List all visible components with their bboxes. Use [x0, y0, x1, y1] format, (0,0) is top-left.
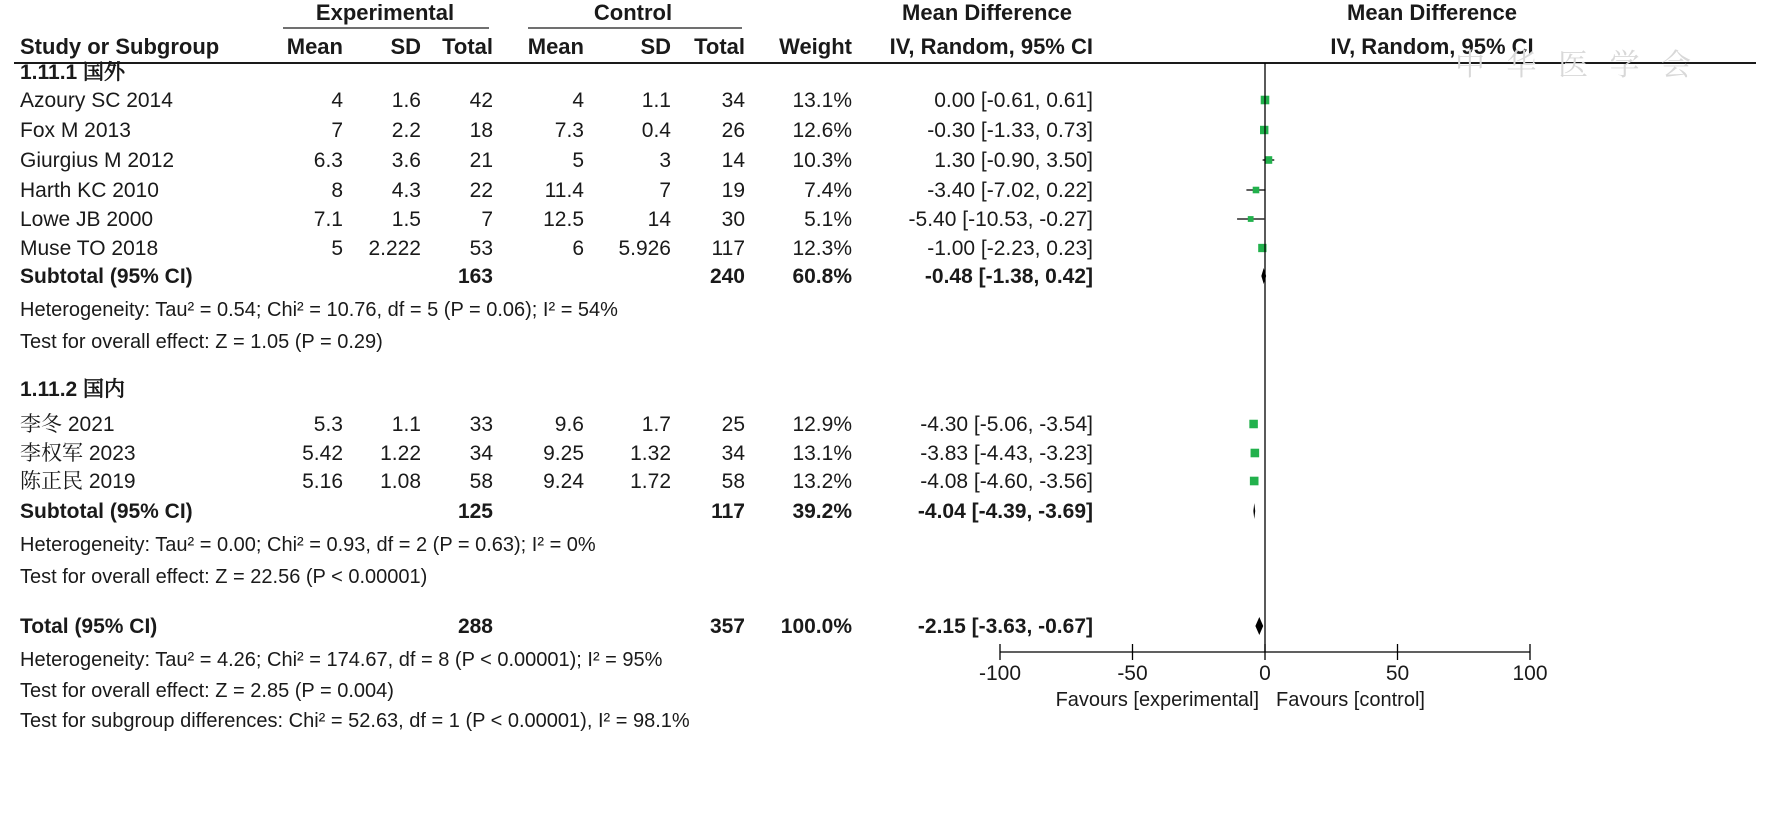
- study-c-mean: 9.6: [554, 413, 584, 436]
- study-c-total: 25: [721, 413, 745, 436]
- study-c-mean: 11.4: [544, 179, 584, 202]
- total-heterogeneity-text: Heterogeneity: Tau² = 4.26; Chi² = 174.67, df = 8 (P < 0.00001); I² = 95%: [20, 649, 663, 671]
- study-c-total: 30: [721, 208, 745, 231]
- study-e-total: 53: [469, 237, 493, 260]
- x-tick-label: 100: [1512, 662, 1548, 685]
- study-c-sd: 14: [647, 208, 671, 231]
- study-marker: [1253, 187, 1260, 194]
- study-c-sd: 1.1: [641, 89, 671, 112]
- study-c-total: 58: [721, 470, 745, 493]
- study-name: Azoury SC 2014: [20, 89, 173, 112]
- study-e-sd: 1.6: [391, 89, 421, 112]
- study-e-total: 18: [469, 119, 493, 142]
- col-e-sd: SD: [390, 34, 421, 59]
- study-ci: 1.30 [-0.90, 3.50]: [934, 149, 1093, 172]
- total-overall-text: Test for overall effect: Z = 2.85 (P = 0.004): [20, 680, 394, 702]
- subgroup-label: 1.11.2 国内: [20, 378, 126, 401]
- study-c-total: 14: [721, 149, 745, 172]
- study-e-sd: 1.08: [380, 470, 421, 493]
- study-e-total: 34: [469, 442, 493, 465]
- header-md-title: Mean Difference: [902, 0, 1072, 25]
- study-e-total: 58: [469, 470, 493, 493]
- study-e-sd: 3.6: [391, 149, 421, 172]
- study-e-total: 21: [469, 149, 493, 172]
- study-c-mean: 9.25: [543, 442, 584, 465]
- study-e-mean: 7: [331, 119, 343, 142]
- total-e-total: 288: [457, 615, 493, 638]
- total-c-total: 357: [709, 615, 745, 638]
- study-marker: [1265, 156, 1273, 164]
- study-ci: -4.08 [-4.60, -3.56]: [920, 470, 1093, 493]
- subtotal-diamond: [1253, 503, 1255, 519]
- heterogeneity-text: Heterogeneity: Tau² = 0.00; Chi² = 0.93, df = 2 (P = 0.63); I² = 0%: [20, 534, 596, 556]
- study-marker: [1248, 216, 1254, 222]
- study-e-total: 22: [469, 179, 493, 202]
- study-e-mean: 5.3: [313, 413, 343, 436]
- study-e-sd: 4.3: [391, 179, 421, 202]
- subtotal-e-total: 125: [457, 500, 493, 523]
- overall-effect-text: Test for overall effect: Z = 1.05 (P = 0.29): [20, 331, 383, 353]
- study-e-mean: 6.3: [313, 149, 343, 172]
- total-ci: -2.15 [-3.63, -0.67]: [917, 615, 1093, 638]
- study-weight: 13.2%: [792, 470, 852, 493]
- x-tick-label: -100: [978, 662, 1022, 685]
- study-e-sd: 2.222: [368, 237, 421, 260]
- study-weight: 12.3%: [792, 237, 852, 260]
- study-c-sd: 5.926: [618, 237, 671, 260]
- study-ci: -0.30 [-1.33, 0.73]: [927, 119, 1093, 142]
- subtotal-label: Subtotal (95% CI): [20, 500, 193, 523]
- study-name: Harth KC 2010: [20, 179, 159, 202]
- overall-effect-text: Test for overall effect: Z = 22.56 (P < 0.00001): [20, 566, 428, 588]
- total-weight: 100.0%: [780, 615, 852, 638]
- study-weight: 10.3%: [792, 149, 852, 172]
- study-c-sd: 7: [659, 179, 671, 202]
- favours-control-label: Favours [control]: [1276, 689, 1425, 711]
- subtotal-weight: 60.8%: [792, 265, 852, 288]
- header-plot-title: Mean Difference: [1347, 0, 1517, 25]
- x-tick-label: 0: [1259, 662, 1271, 685]
- study-c-total: 19: [721, 179, 745, 202]
- x-tick-label: -50: [1117, 662, 1148, 685]
- study-name: Muse TO 2018: [20, 237, 159, 260]
- study-c-total: 26: [721, 119, 745, 142]
- study-name: 李冬 2021: [20, 413, 115, 436]
- study-e-mean: 7.1: [313, 208, 343, 231]
- study-e-sd: 1.5: [391, 208, 421, 231]
- study-c-mean: 12.5: [543, 208, 584, 231]
- study-e-mean: 5.42: [302, 442, 343, 465]
- study-ci: 0.00 [-0.61, 0.61]: [934, 89, 1093, 112]
- study-c-sd: 1.7: [641, 413, 671, 436]
- subtotal-c-total: 240: [709, 265, 745, 288]
- study-e-sd: 1.1: [391, 413, 421, 436]
- study-marker: [1250, 477, 1259, 486]
- study-c-mean: 5: [572, 149, 584, 172]
- study-e-mean: 4: [331, 89, 343, 112]
- study-c-mean: 9.24: [543, 470, 584, 493]
- study-c-mean: 6: [572, 237, 584, 260]
- subtotal-c-total: 117: [711, 500, 745, 523]
- study-name: Lowe JB 2000: [20, 208, 154, 231]
- subgroup-diff-text: Test for subgroup differences: Chi² = 52.63, df = 1 (P < 0.00001), I² = 98.1%: [20, 710, 690, 732]
- study-e-total: 7: [481, 208, 493, 231]
- study-c-sd: 3: [659, 149, 671, 172]
- study-weight: 12.9%: [792, 413, 852, 436]
- study-weight: 7.4%: [804, 179, 852, 202]
- study-c-mean: 7.3: [554, 119, 584, 142]
- study-weight: 5.1%: [804, 208, 852, 231]
- study-c-sd: 1.72: [630, 470, 671, 493]
- col-c-sd: SD: [640, 34, 671, 59]
- study-ci: -5.40 [-10.53, -0.27]: [908, 208, 1093, 231]
- subtotal-e-total: 163: [457, 265, 493, 288]
- total-diamond: [1255, 617, 1263, 635]
- col-c-total: Total: [694, 34, 745, 59]
- study-c-total: 117: [711, 237, 745, 260]
- subtotal-ci: -4.04 [-4.39, -3.69]: [917, 500, 1093, 523]
- study-c-total: 34: [721, 442, 745, 465]
- subtotal-weight: 39.2%: [792, 500, 852, 523]
- study-weight: 12.6%: [792, 119, 852, 142]
- study-e-mean: 5.16: [302, 470, 343, 493]
- study-ci: -3.40 [-7.02, 0.22]: [927, 179, 1093, 202]
- subtotal-label: Subtotal (95% CI): [20, 265, 193, 288]
- study-ci: -1.00 [-2.23, 0.23]: [927, 237, 1093, 260]
- study-ci: -3.83 [-4.43, -3.23]: [920, 442, 1093, 465]
- col-study: Study or Subgroup: [20, 34, 220, 59]
- study-e-mean: 5: [331, 237, 343, 260]
- study-name: 陈正民 2019: [20, 470, 136, 493]
- subtotal-ci: -0.48 [-1.38, 0.42]: [924, 265, 1093, 288]
- col-method: IV, Random, 95% CI: [889, 34, 1093, 59]
- plot-layer: [979, 63, 1548, 711]
- study-e-mean: 8: [331, 179, 343, 202]
- col-e-total: Total: [442, 34, 493, 59]
- study-e-total: 33: [469, 413, 493, 436]
- study-name: Fox M 2013: [20, 119, 131, 142]
- heterogeneity-text: Heterogeneity: Tau² = 0.54; Chi² = 10.76, df = 5 (P = 0.06); I² = 54%: [20, 299, 618, 321]
- study-weight: 13.1%: [792, 89, 852, 112]
- study-marker: [1249, 420, 1258, 429]
- col-weight: Weight: [779, 34, 852, 59]
- study-weight: 13.1%: [792, 442, 852, 465]
- study-c-sd: 1.32: [630, 442, 671, 465]
- study-name: 李权军 2023: [20, 442, 136, 465]
- study-c-total: 34: [721, 89, 745, 112]
- subgroup-label: 1.11.1 国外: [20, 61, 126, 84]
- col-c-mean: Mean: [527, 34, 584, 59]
- col-e-mean: Mean: [286, 34, 343, 59]
- x-tick-label: 50: [1385, 662, 1410, 685]
- study-e-sd: 1.22: [380, 442, 421, 465]
- study-marker: [1260, 126, 1268, 134]
- study-c-sd: 0.4: [641, 119, 671, 142]
- total-label: Total (95% CI): [20, 615, 158, 638]
- header-experimental: Experimental: [315, 0, 455, 25]
- study-name: Giurgius M 2012: [20, 149, 175, 172]
- study-e-sd: 2.2: [391, 119, 421, 142]
- study-marker: [1251, 449, 1260, 458]
- favours-experimental-label: Favours [experimental]: [1055, 689, 1259, 711]
- watermark-text: 中 华 医 学 会: [1455, 48, 1698, 83]
- study-ci: -4.30 [-5.06, -3.54]: [920, 413, 1093, 436]
- header-control: Control: [593, 0, 673, 25]
- study-c-mean: 4: [572, 89, 584, 112]
- col-plot-method: IV, Random, 95% CI: [1330, 34, 1534, 59]
- study-e-total: 42: [469, 89, 493, 112]
